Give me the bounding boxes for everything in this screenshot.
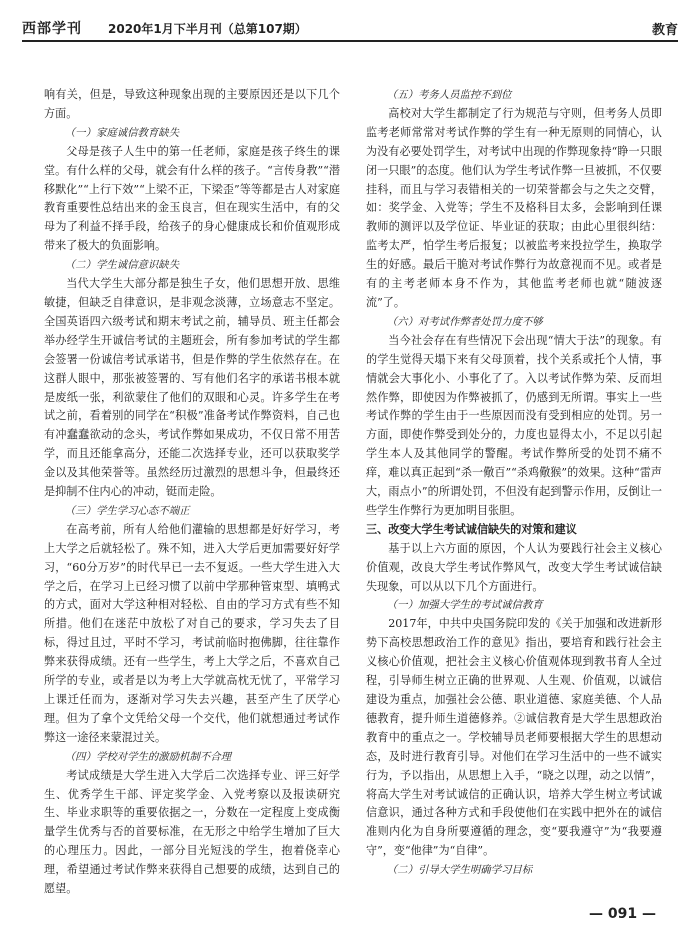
paragraph: 考试成绩是大学生进入大学后二次选择专业、评三好学生、优秀学生干部、评定奖学金、入党考察以及报读研究生、毕业求职等的重要依据之一，分数在一定程度上变成衡量学生优秀与否的首要标准，在无形之中给学生增加了巨大的心理压力。因此，一部分目光短浅的学生，抱着侥幸心理，希望通过考试作弊来获得自己想要的成绩，达到自己的愿望。	[44, 768, 340, 896]
journal-logo: 西部学刊	[22, 21, 82, 37]
subsection-heading: （六）对考试作弊者处罚力度不够	[386, 315, 543, 328]
page-header	[22, 16, 678, 42]
subsection-heading: （五）考务人员监控不到位	[386, 89, 512, 101]
paragraph: 在高考前，所有人给他们灌输的思想都是好好学习，考上大学之后就轻松了。殊不知，进入大学后更加需要好好学习，“60分万岁”的时代早已一去不复返。一些大学生进入大学之后，在学习上已经习惯了以前中学那种管束型、填鸭式的方式，面对大学这种相对轻松、自由的学习方式有些不知所措。他们在迷茫中放松了对自己的要求，学习失去了目标，得过且过，平时不学习，考试前临时抱佛脚，往往靠作弊来获得成绩。还有一些学生，考上大学之后，不喜欢自己所学的专业，或者是以为考上大学就高枕无忧了，平常学习上课迁任而为，逐渐对学习失去兴趣，甚至产生了厌学心理。但为了拿个文凭给父母一个交代，他们就想通过考试作弊这一途径来蒙混过关。	[44, 522, 340, 744]
issue-info: 2020年1月下半月刊（总第107期）	[108, 22, 307, 36]
header-rule	[22, 40, 678, 42]
paragraph: 当代大学生大部分都是独生子女，他们思想开放、思维敏捷，但缺乏自律意识，是非观念淡薄，立场意志不坚定。全国英语四六级考试和期末考试之前，辅导员、班主任都会举办经学生开诚信考试的主题班会，所有参加考试的学生都会签署一份诚信考试承诺书，但是作弊的学生依然存在。在这群人眼中，那张被签署的、写有他们名字的承诺书根本就是废纸一张，利欲蒙住了他们的双眼和心灵。许多学生在考试之前，看着别的同学在“积极”准备考试作弊资料，自己也有冲蠢蠢欲动的念头，考试作弊如果成功，不仅日常不用苦学，而且还能拿高分，还能二次选择专业，还可以获取奖学金以及其他荣誉等。虽然经历过激烈的思想斗争，但最终还是抑制不住内心的冲动，铤而走险。	[44, 277, 340, 499]
subsection-heading: （一）加强大学生的考试诚信教育	[386, 599, 543, 612]
subsection-heading: （四）学校对学生的激励机制不合理	[64, 750, 232, 763]
subsection-heading: （一）家庭诚信教育缺失	[64, 126, 180, 139]
section-heading: 三、改变大学生考试诚信缺失的对策和建议	[366, 522, 577, 536]
paragraph: 父母是孩子人生中的第一任老师，家庭是孩子终生的课堂。有什么样的父母，就会有什么样的孩子。“言传身教”“潜移默化”“上行下效”“上梁不正，下梁歪”等等都是古人对家庭教育重要性总结出来的金玉良言，但在现实生活中，有的父母为了利益不择手段，给孩子的身心健康成长和价值观形成带来了极大的负面影响。	[44, 144, 340, 253]
subsection-heading: （二）引导大学生明确学习目标	[386, 864, 533, 877]
page-number: — 091 —	[589, 906, 656, 922]
paragraph: 高校对大学生都制定了行为规范与守则，但考务人员即监考老师常常对考试作弊的学生有一种无原则的同情心，认为没有必要处罚学生，对考试中出现的作弊现象持“睁一只眼闭一只眼”的态度。他们认为学生考试作弊一旦被抓，不仅要挂科，而且与学习表错相关的一切荣誉都会与之失之交臂，如：奖学金、入党等；学生不及格科目太多，会影响到任课教师的测评以及学位证、毕业证的获取；由此心里很纠结：监考太严，怕学生考后报复；以被监考来投拉学生，换取学生的好感。最后干脆对考试作弊行为故意视而不见。或者是有的主考老师本身不作为，其他监考老师也就“随波逐流”了。	[366, 106, 662, 309]
paragraph: 基于以上六方面的原因，个人认为要践行社会主义核心价值观，改良大学生考试作弊风气，改变大学生考试诚信缺失现象，可以从以下几个方面进行。	[366, 541, 662, 593]
paragraph: 2017年，中共中央国务院印发的《关于加强和改进新形势下高校思想政治工作的意见》指出，要培育和践行社会主义核心价值观，把社会主义核心价值观体现到教书育人全过程，引导师生树立正确的世界观、人生观、价值观，以诚信建设为重点，加强社会公德、职业道德、家庭美德、个人品德教育，提升师生道德修养。②诚信教育是大学生思想政治教育中的重点之一。学校辅导员老师要根据大学生的思想动态，及时进行教育引导。对他们在学习生活中的一些不诚实行为，予以指出，从思想上入手，“晓之以理，动之以情”，将高大学生对考试诚信的正确认识，培养大学生树立考试诚信意识，通过各种方式和手段使他们在实践中把外在的诚信准则内化为自身所要遵循的理念，变“要我遵守”为“我要遵守”，变“他律”为“自律”。	[366, 617, 662, 858]
paragraph: 当今社会存在有些情况下会出现“情大于法”的现象。有的学生觉得天塌下来有父母顶着，找个关系或托个人情，事情就会大事化小、小事化了了。入以考试作弊为荣、反而坦然作弊，即使因为作弊被抓了，仍感到无所谓。事实上一些考试作弊的学生由于一些原因而没有受到相应的处罚。另一方面，即使作弊受到处分的，力度也显得太小，不足以引起学生本人及其他同学的警醒。考试作弊所受的处罚不痛不痒，难以真正起到“杀一儆百”“杀鸡儆猴”的效果。这种“雷声大，雨点小”的所谓处罚，不但没有起到警示作用，反倒让一些学生作弊行为更加明目张胆。	[366, 333, 662, 517]
left-column	[44, 86, 340, 899]
right-column	[366, 86, 662, 880]
paragraph: 响有关，但是，导致这种现象出现的主要原因还是以下几个方面。	[44, 88, 340, 120]
subsection-heading: （二）学生诚信意识缺失	[64, 259, 180, 272]
section-label: 教育	[651, 23, 678, 38]
subsection-heading: （三）学生学习心态不端正	[64, 504, 190, 517]
